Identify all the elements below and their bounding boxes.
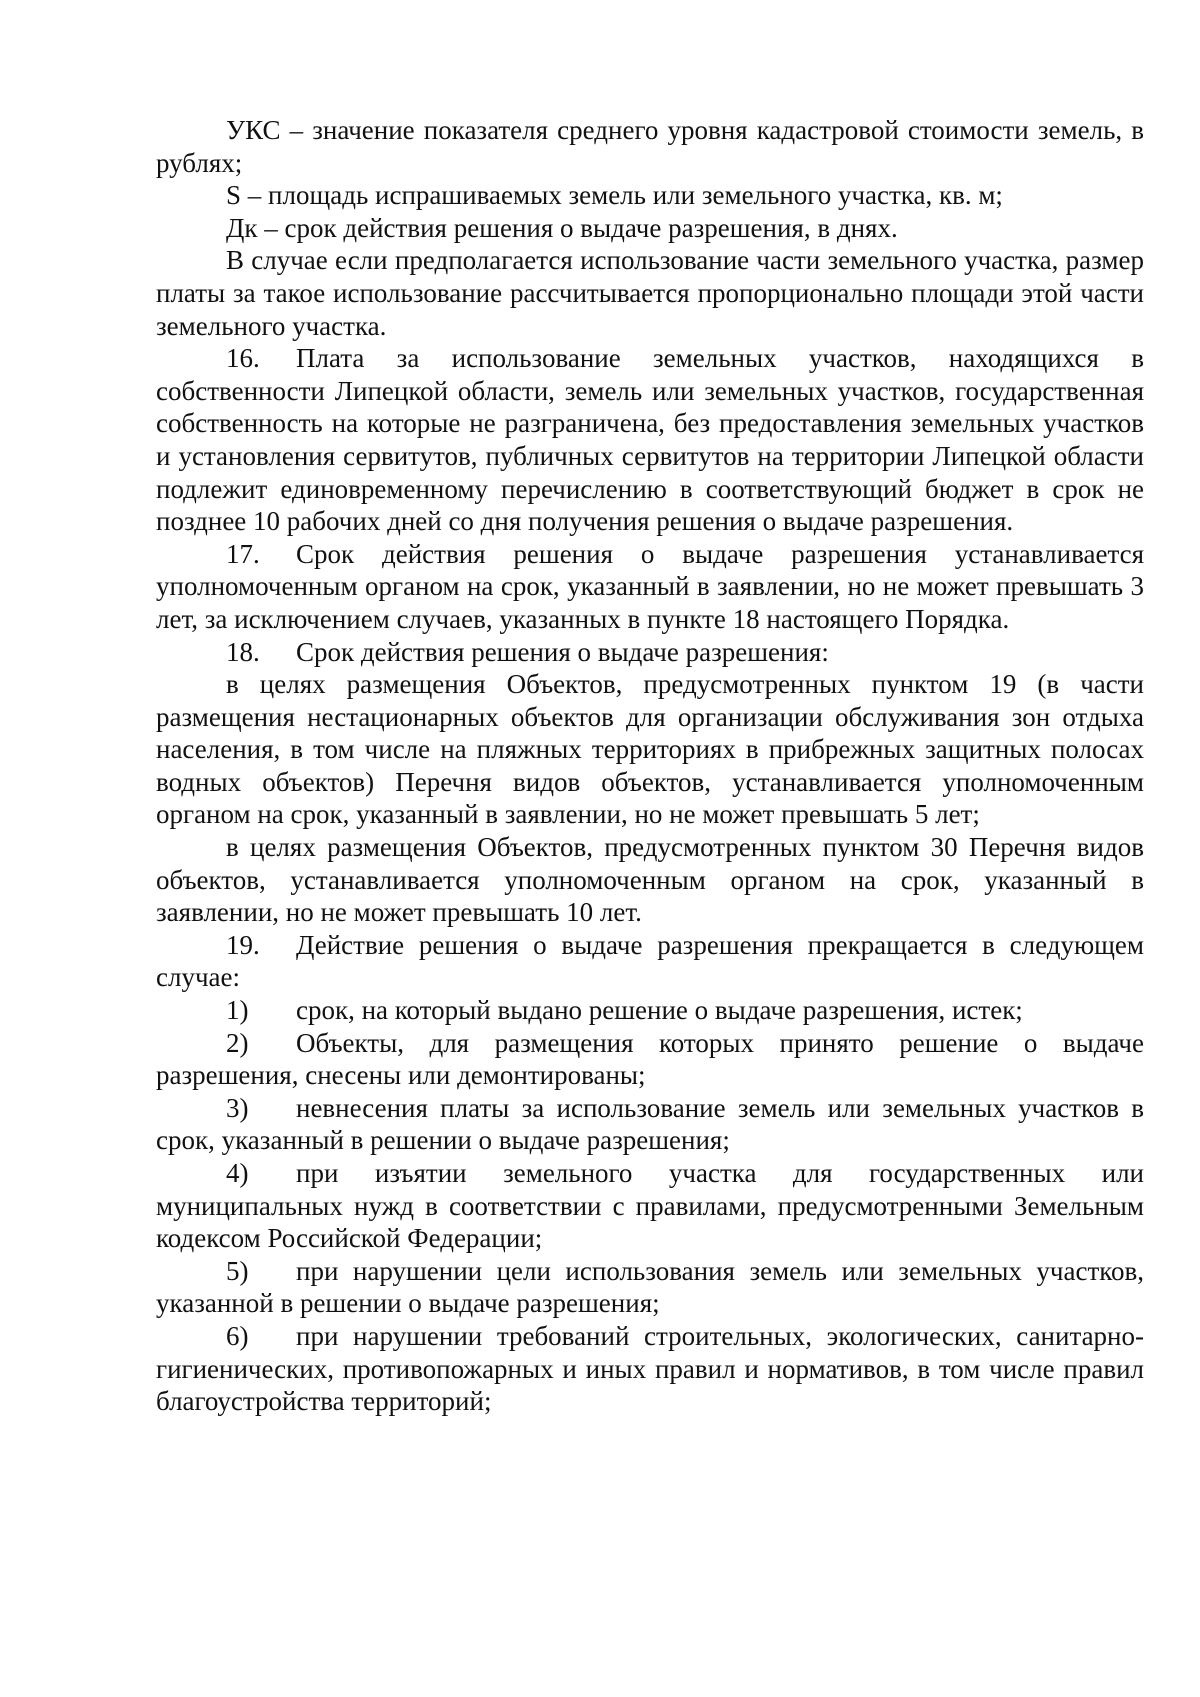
clause-18 (156, 636, 1144, 669)
list-item-5 (156, 1255, 1144, 1320)
clause-number: 18. (226, 636, 260, 667)
list-item-text: при нарушении цели использования земель или земельных участков, указанной в решении о выдаче разрешения; (156, 1255, 1144, 1319)
list-item-text: срок, на который выдано решение о выдаче разрешения, истек; (296, 995, 1023, 1026)
clause-text: Срок действия решения о выдаче разрешения: (296, 636, 829, 667)
paragraph-text: Дк – срок действия решения о выдаче разрешения, в днях. (226, 212, 898, 243)
list-item-text: Объекты, для размещения которых принято решение о выдаче разрешения, снесены или демонтированы; (156, 1027, 1144, 1091)
clause-number: 17. (226, 538, 260, 569)
clause-17 (156, 538, 1144, 636)
paragraph-text: в целях размещения Объектов, предусмотренных пунктом 30 Перечня видов объектов, устанавливается уполномоченным органом на срок, указанный в заявлении, но не может превышать 10 лет. (156, 832, 1144, 928)
clause-19 (156, 929, 1144, 994)
list-item-text: при изъятии земельного участка для государственных или муниципальных нужд в соответствии с правилами, предусмотренными Земельным кодексом Российской Федерации; (156, 1158, 1144, 1254)
list-item-3 (156, 1092, 1144, 1157)
list-item-text: невнесения платы за использование земель или земельных участков в срок, указанный в решении о выдаче разрешения; (156, 1092, 1144, 1156)
list-item-number: 6) (226, 1320, 249, 1351)
list-item-number: 2) (226, 1027, 249, 1058)
paragraph-text: S – площадь испрашиваемых земель или земельного участка, кв. м; (226, 180, 1003, 211)
list-item-number: 4) (226, 1158, 249, 1188)
paragraph-text: В случае если предполагается использование части земельного участка, размер платы за такое использование рассчитывается пропорционально площади этой части земельного участка. (156, 245, 1144, 341)
list-item-number: 5) (226, 1255, 249, 1286)
paragraph-text: в целях размещения Объектов, предусмотренных пунктом 19 (в части размещения нестационарных объектов для организации обслуживания зон отдыха населения, в том числе на пляжных территориях в прибрежных защитных полосах водных объектов) Перечня видов объектов, устанавливается уполномоченным органом на срок, указанный в заявлении, но не может превышать 5 лет; (156, 669, 1144, 830)
clause-number: 19. (226, 929, 260, 960)
paragraph-dk (156, 212, 1144, 245)
clause-18-item-b (156, 831, 1144, 929)
list-item-1 (156, 994, 1144, 1027)
list-item-6 (156, 1320, 1144, 1418)
clause-number: 16. (226, 343, 260, 374)
list-item-2 (156, 1027, 1144, 1092)
paragraph-s (156, 179, 1144, 212)
paragraph-part-of-plot (156, 244, 1144, 342)
clause-text: Действие решения о выдаче разрешения прекращается в следующем случае: (156, 929, 1144, 993)
paragraph-text: УКС – значение показателя среднего уровня кадастровой стоимости земель, в рублях; (156, 115, 1144, 178)
clause-16 (156, 342, 1144, 538)
list-item-number: 3) (226, 1092, 249, 1123)
list-item-4 (156, 1157, 1144, 1255)
list-item-text: при нарушении требований строительных, экологических, санитарно-гигиенических, противопожарных и иных правил и нормативов, в том числе правил благоустройства территорий; (156, 1320, 1144, 1417)
clause-18-item-a (156, 668, 1144, 831)
clause-text: Срок действия решения о выдаче разрешения устанавливается уполномоченным органом на срок, указанный в заявлении, но не может превышать 3 лет, за исключением случаев, указанных в пункте 18 настоящего Порядка. (156, 538, 1144, 634)
paragraph-uks (156, 114, 1144, 179)
document-body (156, 114, 1144, 1418)
list-item-number: 1) (226, 995, 249, 1026)
clause-text: Плата за использование земельных участков, находящихся в собственности Липецкой области, земель или земельных участков, государственная собственность на которые не разграничена, без предоставления земельных участков и установления сервитутов, публичных сервитутов на территории Липецкой области подлежит единовременному перечислению в соответствующий бюджет в срок не позднее 10 рабочих дней со дня получения решения о выдаче разрешения. (156, 343, 1144, 537)
